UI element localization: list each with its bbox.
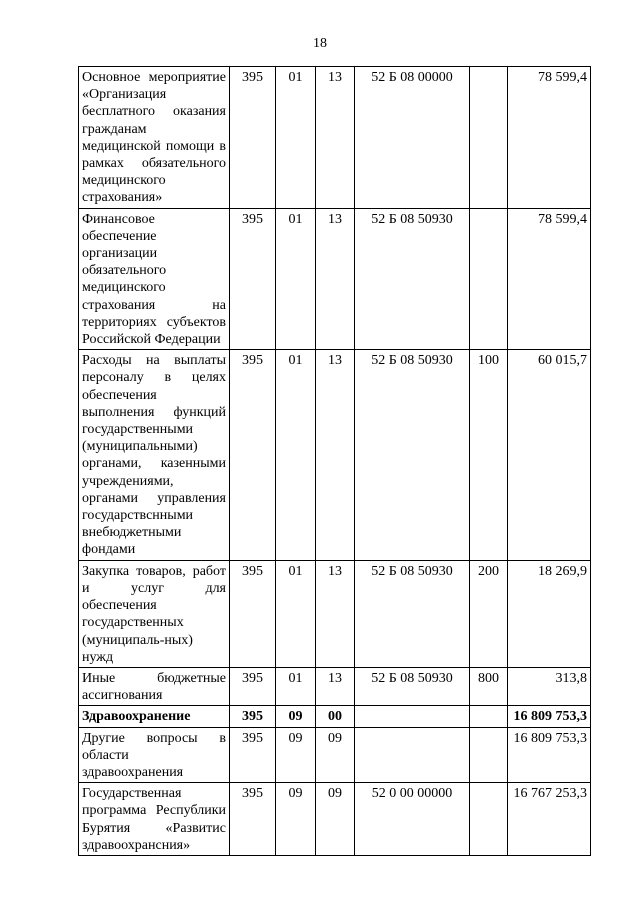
amount: 60 015,7: [508, 350, 591, 560]
ministry-code: 395: [230, 727, 276, 783]
budget-table: [78, 66, 591, 856]
table-row: [79, 560, 591, 667]
expense-type-code: [470, 706, 508, 727]
target-item-code: 52 Б 08 50930: [355, 208, 470, 350]
section-code: 01: [276, 208, 316, 350]
table-row: [79, 350, 591, 560]
amount: 18 269,9: [508, 560, 591, 667]
expense-type-code: [470, 67, 508, 209]
amount: 78 599,4: [508, 208, 591, 350]
section-code: 01: [276, 67, 316, 209]
target-item-code: 52 Б 08 50930: [355, 667, 470, 705]
target-item-code: 52 0 00 00000: [355, 783, 470, 856]
expense-type-code: [470, 783, 508, 856]
subsection-code: 13: [316, 350, 355, 560]
ministry-code: 395: [230, 706, 276, 727]
table-row: [79, 208, 591, 350]
table-row: [79, 667, 591, 705]
section-code: 09: [276, 783, 316, 856]
row-name: Государственная программа Республики Бурятия «Развитис здравоохрансния»: [79, 783, 230, 856]
amount: 16 809 753,3: [508, 706, 591, 727]
section-code: 01: [276, 560, 316, 667]
row-name: Расходы на выплаты персоналу в целях обеспечения выполнения функций государственными (муниципальными) органами, казенными учреждениями, органами управления государствснными внебюджетными фондами: [79, 350, 230, 560]
expense-type-code: [470, 208, 508, 350]
amount: 313,8: [508, 667, 591, 705]
subsection-code: 13: [316, 208, 355, 350]
ministry-code: 395: [230, 783, 276, 856]
ministry-code: 395: [230, 67, 276, 209]
expense-type-code: 200: [470, 560, 508, 667]
row-name: Другие вопросы в области здравоохранения: [79, 727, 230, 783]
table-row: [79, 67, 591, 209]
ministry-code: 395: [230, 560, 276, 667]
row-name: Закупка товаров, работ и услуг для обеспечения государственных (муниципаль-ных) нужд: [79, 560, 230, 667]
ministry-code: 395: [230, 208, 276, 350]
table-row: [79, 727, 591, 783]
row-name: Здравоохранение: [79, 706, 230, 727]
ministry-code: 395: [230, 350, 276, 560]
table-row-section-total: [79, 706, 591, 727]
target-item-code: 52 Б 08 50930: [355, 350, 470, 560]
subsection-code: 13: [316, 67, 355, 209]
section-code: 01: [276, 667, 316, 705]
subsection-code: 09: [316, 727, 355, 783]
table-row: [79, 783, 591, 856]
subsection-code: 09: [316, 783, 355, 856]
subsection-code: 00: [316, 706, 355, 727]
amount: 16 767 253,3: [508, 783, 591, 856]
ministry-code: 395: [230, 667, 276, 705]
target-item-code: 52 Б 08 50930: [355, 560, 470, 667]
row-name: Иные бюджетные ассигнования: [79, 667, 230, 705]
expense-type-code: 100: [470, 350, 508, 560]
amount: 78 599,4: [508, 67, 591, 209]
subsection-code: 13: [316, 667, 355, 705]
expense-type-code: 800: [470, 667, 508, 705]
section-code: 09: [276, 727, 316, 783]
page-number: 18: [313, 36, 327, 51]
amount: 16 809 753,3: [508, 727, 591, 783]
row-name: Финансовое обеспечение организации обязательного медицинского страхования на территориях субъектов Российской Федерации: [79, 208, 230, 350]
target-item-code: [355, 706, 470, 727]
row-name: Основное мероприятие «Организация бесплатного оказания гражданам медицинской помощи в рамках обязательного медицинского страхования»: [79, 67, 230, 209]
expense-type-code: [470, 727, 508, 783]
section-code: 09: [276, 706, 316, 727]
target-item-code: [355, 727, 470, 783]
section-code: 01: [276, 350, 316, 560]
subsection-code: 13: [316, 560, 355, 667]
target-item-code: 52 Б 08 00000: [355, 67, 470, 209]
